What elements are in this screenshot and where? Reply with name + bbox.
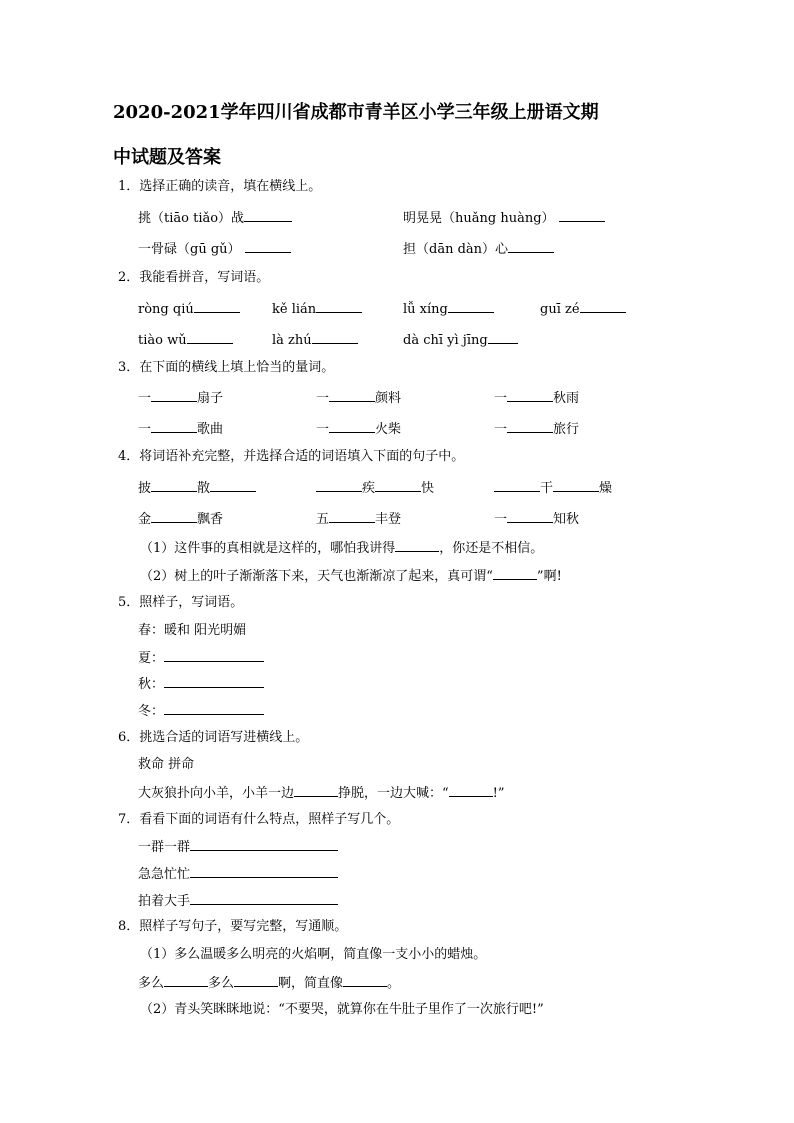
question-1: 1．选择正确的读音，填在横线上。: [118, 179, 322, 194]
q3-item: [138, 419, 223, 439]
text: 扇子: [197, 391, 224, 406]
text: 冬：: [138, 704, 165, 719]
q7-item: [138, 837, 338, 857]
answer-blank[interactable]: [190, 837, 338, 851]
answer-blank[interactable]: [449, 783, 493, 797]
answer-blank[interactable]: [151, 419, 197, 433]
answer-blank[interactable]: [234, 973, 278, 987]
text: 一: [316, 422, 330, 437]
question-2: 2．我能看拼音，写词语。: [118, 270, 270, 285]
q4-word: [138, 509, 223, 529]
text: 秋：: [138, 677, 165, 692]
question-3: 3．在下面的横线上填上恰当的量词。: [118, 360, 335, 375]
q6-words: 救命 拼命: [138, 757, 195, 772]
answer-blank[interactable]: [507, 419, 553, 433]
q1-item: [138, 239, 291, 259]
text: !”: [492, 786, 505, 801]
text: 火柴: [375, 422, 402, 437]
answer-blank[interactable]: [312, 330, 358, 344]
text: 颜料: [375, 391, 402, 406]
text: guī zé: [540, 302, 580, 317]
answer-blank[interactable]: [375, 478, 421, 492]
text: 一: [316, 391, 330, 406]
answer-blank[interactable]: [329, 509, 375, 523]
text: 金: [138, 512, 152, 527]
answer-blank[interactable]: [245, 239, 291, 253]
text: 知秋: [553, 512, 580, 527]
text: 一骨碌（gū gǔ）: [138, 242, 241, 257]
q1-item: [403, 239, 554, 259]
answer-blank[interactable]: [164, 648, 264, 662]
q1-item: [138, 208, 292, 228]
text: ，你还是不相信。: [439, 541, 544, 556]
answer-blank[interactable]: [448, 299, 494, 313]
answer-blank[interactable]: [507, 509, 553, 523]
answer-blank[interactable]: [151, 478, 197, 492]
text: 披: [138, 481, 152, 496]
answer-blank[interactable]: [316, 299, 362, 313]
answer-blank[interactable]: [553, 478, 599, 492]
answer-blank[interactable]: [329, 419, 375, 433]
q6-sentence: [138, 783, 505, 803]
q2-item: [540, 299, 626, 319]
q3-item: [316, 419, 401, 439]
text: 一: [138, 391, 152, 406]
q7-item: [138, 864, 338, 884]
text: 夏：: [138, 651, 165, 666]
title-line-1: 2020-2021学年四川省成都市青羊区小学三年级上册语文期: [113, 102, 599, 123]
q4-sentence-2: [140, 566, 562, 586]
answer-blank[interactable]: [151, 509, 197, 523]
text: 歌曲: [197, 422, 224, 437]
question-8: 8．照样子写句子，要写完整，写通顺。: [118, 919, 348, 934]
answer-blank[interactable]: [244, 208, 292, 222]
answer-blank[interactable]: [494, 478, 540, 492]
q3-item: [494, 388, 579, 408]
text: ròng qiú: [138, 302, 194, 317]
answer-blank[interactable]: [329, 388, 375, 402]
text: 一: [494, 391, 508, 406]
question-7: 7．看看下面的词语有什么特点，照样子写几个。: [118, 812, 400, 827]
text: （1）这件事的真相就是这样的，哪怕我讲得: [140, 541, 396, 556]
q5-item: [138, 648, 264, 668]
text: là zhú: [272, 333, 312, 348]
text: （2）树上的叶子渐渐落下来，天气也渐渐凉了起来，真可谓“: [140, 569, 493, 584]
text: kě lián: [272, 302, 317, 317]
answer-blank[interactable]: [316, 478, 362, 492]
answer-blank[interactable]: [151, 388, 197, 402]
q5-example: 春：暖和 阳光明媚: [138, 623, 247, 638]
answer-blank[interactable]: [164, 701, 264, 715]
text: 拍着大手: [138, 894, 191, 909]
answer-blank[interactable]: [508, 239, 554, 253]
q3-item: [138, 388, 223, 408]
q2-item: [138, 330, 233, 350]
answer-blank[interactable]: [580, 299, 626, 313]
answer-blank[interactable]: [190, 891, 338, 905]
text: dà chī yì jīng: [403, 333, 488, 348]
q5-item: [138, 701, 264, 721]
q1-item: [403, 208, 605, 228]
q4-word: [316, 478, 434, 498]
text: 担（dān dàn）心: [403, 242, 509, 257]
text: 。: [387, 976, 401, 991]
text: ”啊!: [536, 569, 562, 584]
answer-blank[interactable]: [507, 388, 553, 402]
q2-item: [403, 299, 494, 319]
text: 啊，简直像: [278, 976, 344, 991]
text: 一: [494, 512, 508, 527]
text: 大灰狼扑向小羊，小羊一边: [138, 786, 295, 801]
answer-blank[interactable]: [395, 538, 439, 552]
text: 飘香: [197, 512, 224, 527]
q4-word: [316, 509, 401, 529]
text: 旅行: [553, 422, 580, 437]
question-5: 5．照样子，写词语。: [118, 595, 244, 610]
q5-item: [138, 674, 264, 694]
text: 一: [138, 422, 152, 437]
answer-blank[interactable]: [187, 330, 233, 344]
q3-item: [316, 388, 401, 408]
answer-blank[interactable]: [210, 478, 256, 492]
question-4: 4．将词语补充完整，并选择合适的词语填入下面的句子中。: [118, 449, 465, 464]
text: 燥: [599, 481, 613, 496]
q4-sentence-1: [140, 538, 543, 558]
text: 挑（tiāo tiǎo）战: [138, 211, 245, 226]
text: 挣脱，一边大喊：“: [338, 786, 449, 801]
q2-item: [403, 330, 518, 350]
text: 秋雨: [553, 391, 580, 406]
text: 一群一群: [138, 840, 191, 855]
text: lǚ xíng: [403, 302, 448, 317]
text: 疾: [362, 481, 376, 496]
text: 散: [197, 481, 211, 496]
q2-item: [138, 299, 240, 319]
text: 丰登: [375, 512, 402, 527]
answer-blank[interactable]: [294, 783, 338, 797]
q2-item: [272, 330, 358, 350]
q8-example-1: （1）多么温暖多么明亮的火焰啊，简直像一支小小的蜡烛。: [140, 947, 487, 962]
answer-blank[interactable]: [493, 566, 537, 580]
text: 明晃晃（huǎng huàng）: [403, 211, 555, 226]
answer-blank[interactable]: [194, 299, 240, 313]
answer-blank[interactable]: [559, 208, 605, 222]
text: 急急忙忙: [138, 867, 191, 882]
text: tiào wǔ: [138, 333, 187, 348]
answer-blank[interactable]: [164, 674, 264, 688]
answer-blank[interactable]: [164, 973, 208, 987]
q2-item: [272, 299, 362, 319]
q4-word: [494, 478, 612, 498]
q4-word: [494, 509, 579, 529]
q3-item: [494, 419, 579, 439]
q7-item: [138, 891, 338, 911]
q8-item-1: [138, 973, 400, 993]
q4-word: [138, 478, 256, 498]
text: 干: [540, 481, 554, 496]
answer-blank[interactable]: [343, 973, 387, 987]
text: 快: [421, 481, 435, 496]
answer-blank[interactable]: [488, 330, 518, 344]
text: 五: [316, 512, 330, 527]
text: 多么: [138, 976, 165, 991]
title-line-2: 中试题及答案: [113, 147, 221, 168]
text: 多么: [208, 976, 235, 991]
text: 一: [494, 422, 508, 437]
answer-blank[interactable]: [190, 864, 338, 878]
q8-example-2: （2）青头笑眯眯地说：“不要哭，就算你在牛肚子里作了一次旅行吧!”: [140, 1002, 544, 1017]
question-6: 6．挑选合适的词语写进横线上。: [118, 730, 309, 745]
